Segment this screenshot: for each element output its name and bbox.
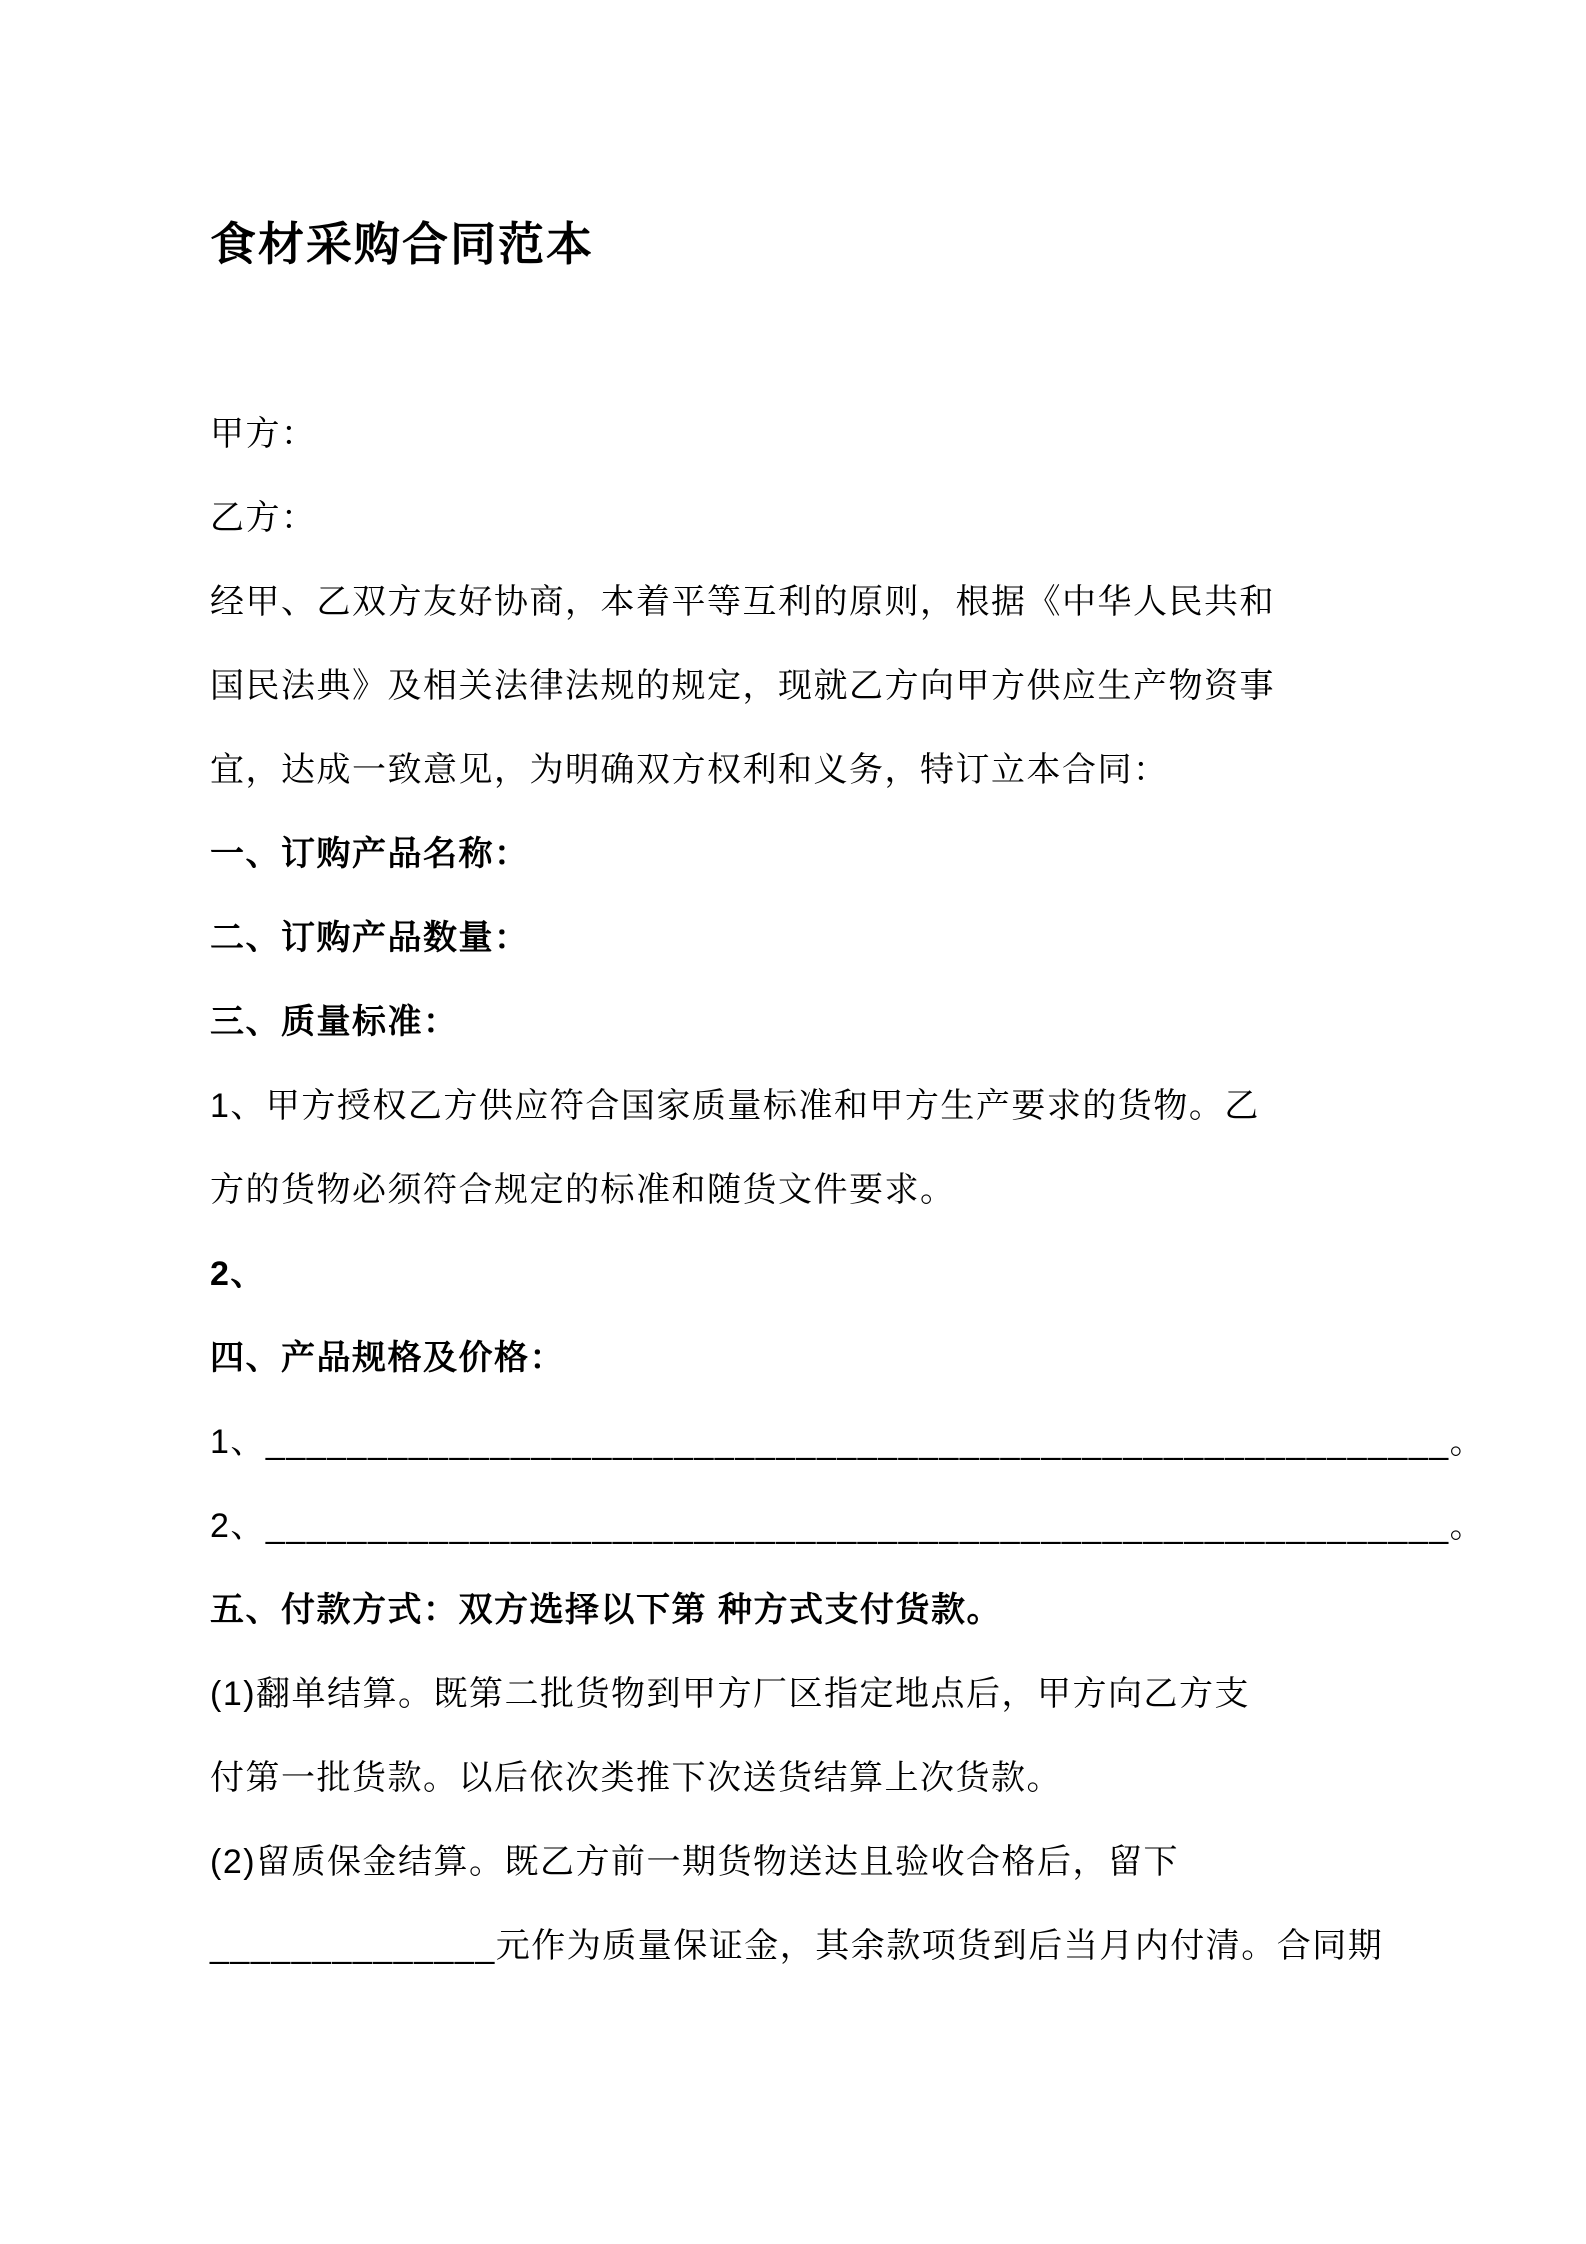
document-body [210, 392, 1486, 1988]
text-line: 1、甲方授权乙方供应符合国家质量标准和甲方生产要求的货物。乙 [210, 1087, 1260, 1125]
text-line: (2)留质保金结算。既乙方前一期货物送达且验收合格后，留下 [210, 1843, 1180, 1881]
text-line: 五、付款方式：双方选择以下第 种方式支付货款。 [210, 1591, 1002, 1629]
text-line: 四、产品规格及价格： [210, 1339, 565, 1377]
text-line: 三、质量标准： [210, 1003, 459, 1041]
text-line: 国民法典》及相关法律法规的规定，现就乙方向甲方供应生产物资事 [210, 667, 1275, 705]
text-line: 方的货物必须符合规定的标准和随货文件要求。 [210, 1171, 956, 1209]
text-line: 2、 [210, 1255, 266, 1293]
text-line: 1、__________________________________________________________。 [210, 1423, 1486, 1461]
text-line: 乙方： [210, 499, 317, 537]
text-line: ______________元作为质量保证金，其余款项货到后当月内付清。合同期 [210, 1927, 1384, 1965]
text-line: 付第一批货款。以后依次类推下次送货结算上次货款。 [210, 1759, 1062, 1797]
text-line: 甲方： [210, 415, 317, 453]
text-line: 一、订购产品名称： [210, 835, 530, 873]
text-line: 经甲、乙双方友好协商，本着平等互利的原则，根据《中华人民共和 [210, 583, 1275, 621]
text-line: 2、__________________________________________________________。 [210, 1507, 1486, 1545]
text-line: 宜，达成一致意见，为明确双方权利和义务，特订立本合同： [210, 751, 1169, 789]
text-line: 二、订购产品数量： [210, 919, 530, 957]
document-title: 食材采购合同范本 [210, 218, 594, 270]
text-line: (1)翻单结算。既第二批货物到甲方厂区指定地点后，甲方向乙方支 [210, 1675, 1251, 1713]
